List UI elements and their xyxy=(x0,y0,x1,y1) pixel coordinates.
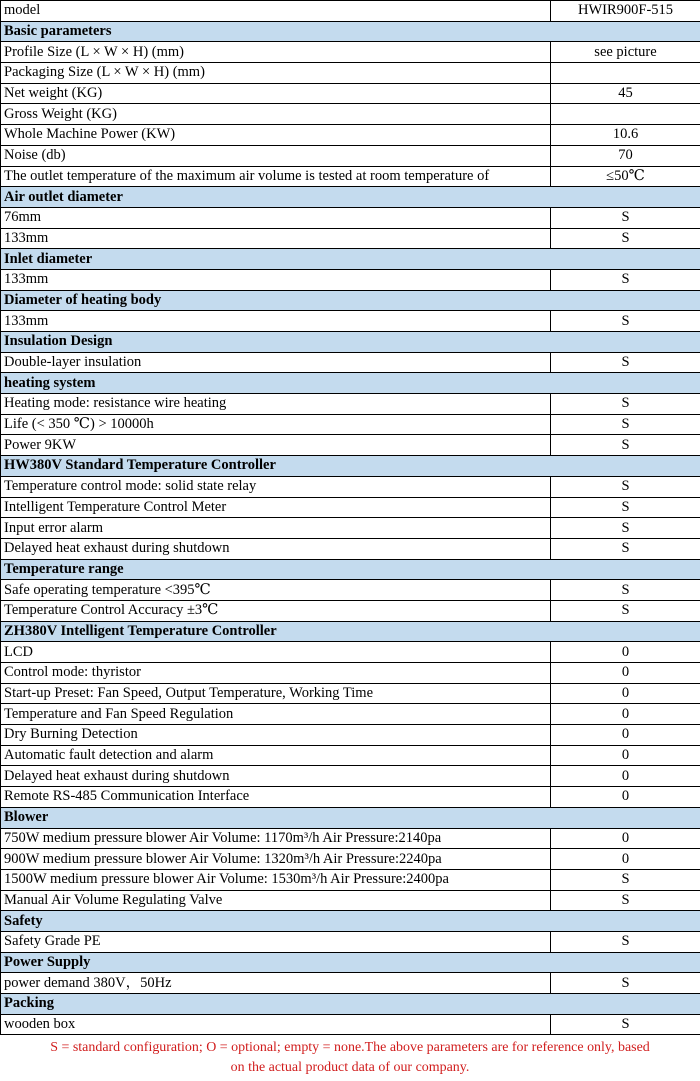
spec-label: 1500W medium pressure blower Air Volume: 1530m³/h Air Pressure:2400pa xyxy=(1,869,551,890)
spec-row xyxy=(1,207,700,228)
spec-row xyxy=(1,228,700,249)
spec-value: S xyxy=(551,497,700,518)
section-title: Insulation Design xyxy=(1,332,700,353)
spec-label: 76mm xyxy=(1,207,551,228)
spec-label: Temperature Control Accuracy ±3℃ xyxy=(1,600,551,621)
spec-label: The outlet temperature of the maximum air volume is tested at room temperature of xyxy=(1,166,551,187)
section-header-row xyxy=(1,21,700,42)
spec-value: S xyxy=(551,973,700,994)
spec-label: Safe operating temperature <395℃ xyxy=(1,580,551,601)
spec-row xyxy=(1,745,700,766)
spec-value: S xyxy=(551,228,700,249)
spec-label: LCD xyxy=(1,642,551,663)
spec-row xyxy=(1,352,700,373)
section-header-row xyxy=(1,290,700,311)
spec-label: Start-up Preset: Fan Speed, Output Temperature, Working Time xyxy=(1,683,551,704)
spec-value: S xyxy=(551,600,700,621)
spec-label: wooden box xyxy=(1,1014,551,1035)
footnote xyxy=(0,1038,700,1078)
spec-label: Intelligent Temperature Control Meter xyxy=(1,497,551,518)
section-title: HW380V Standard Temperature Controller xyxy=(1,456,700,477)
spec-value: S xyxy=(551,435,700,456)
model-value: HWIR900F-515 xyxy=(551,1,700,22)
spec-label: Delayed heat exhaust during shutdown xyxy=(1,766,551,787)
spec-value: 0 xyxy=(551,704,700,725)
spec-label: Remote RS-485 Communication Interface xyxy=(1,787,551,808)
spec-value: 0 xyxy=(551,642,700,663)
spec-label: Heating mode: resistance wire heating xyxy=(1,394,551,415)
spec-value: S xyxy=(551,476,700,497)
model-label: model xyxy=(1,1,551,22)
section-title: Air outlet diameter xyxy=(1,187,700,208)
spec-label: Safety Grade PE xyxy=(1,931,551,952)
spec-label: Delayed heat exhaust during shutdown xyxy=(1,538,551,559)
spec-row xyxy=(1,394,700,415)
spec-label: Temperature and Fan Speed Regulation xyxy=(1,704,551,725)
spec-row xyxy=(1,642,700,663)
spec-row xyxy=(1,600,700,621)
spec-row xyxy=(1,683,700,704)
section-title: Power Supply xyxy=(1,952,700,973)
footnote-line-1: S = standard configuration; O = optional; empty = none.The above parameters are for reference only, based xyxy=(50,1040,650,1055)
spec-row xyxy=(1,538,700,559)
spec-row xyxy=(1,166,700,187)
spec-value: ≤50℃ xyxy=(551,166,700,187)
spec-value: S xyxy=(551,394,700,415)
section-title: Blower xyxy=(1,807,700,828)
spec-value: S xyxy=(551,538,700,559)
section-header-row xyxy=(1,373,700,394)
spec-value: S xyxy=(551,931,700,952)
spec-label: Noise (db) xyxy=(1,145,551,166)
section-title: Safety xyxy=(1,911,700,932)
spec-value: 10.6 xyxy=(551,125,700,146)
spec-label: Dry Burning Detection xyxy=(1,725,551,746)
spec-row xyxy=(1,104,700,125)
spec-value xyxy=(551,63,700,84)
footnote-line-2: on the actual product data of our company. xyxy=(230,1060,470,1075)
section-header-row xyxy=(1,559,700,580)
spec-value: 0 xyxy=(551,725,700,746)
spec-row xyxy=(1,704,700,725)
spec-value: S xyxy=(551,518,700,539)
section-header-row xyxy=(1,911,700,932)
spec-row xyxy=(1,42,700,63)
spec-label: 133mm xyxy=(1,311,551,332)
spec-row xyxy=(1,828,700,849)
spec-row xyxy=(1,849,700,870)
spec-row xyxy=(1,414,700,435)
spec-row xyxy=(1,497,700,518)
spec-row xyxy=(1,931,700,952)
spec-row xyxy=(1,580,700,601)
spec-value: 0 xyxy=(551,828,700,849)
spec-label: Whole Machine Power (KW) xyxy=(1,125,551,146)
spec-label: Net weight (KG) xyxy=(1,83,551,104)
section-header-row xyxy=(1,456,700,477)
section-header-row xyxy=(1,249,700,270)
section-title: Basic parameters xyxy=(1,21,700,42)
spec-row xyxy=(1,145,700,166)
spec-value xyxy=(551,104,700,125)
spec-value: 0 xyxy=(551,766,700,787)
spec-row xyxy=(1,766,700,787)
spec-label: 133mm xyxy=(1,228,551,249)
model-row xyxy=(1,1,700,22)
spec-row xyxy=(1,518,700,539)
section-header-row xyxy=(1,187,700,208)
spec-value: 45 xyxy=(551,83,700,104)
section-header-row xyxy=(1,807,700,828)
section-header-row xyxy=(1,994,700,1015)
spec-row xyxy=(1,311,700,332)
section-title: Packing xyxy=(1,994,700,1015)
spec-label: 900W medium pressure blower Air Volume: 1320m³/h Air Pressure:2240pa xyxy=(1,849,551,870)
spec-row xyxy=(1,63,700,84)
spec-value: S xyxy=(551,269,700,290)
section-header-row xyxy=(1,621,700,642)
section-title: ZH380V Intelligent Temperature Controller xyxy=(1,621,700,642)
spec-value: S xyxy=(551,311,700,332)
spec-label: 750W medium pressure blower Air Volume: 1170m³/h Air Pressure:2140pa xyxy=(1,828,551,849)
spec-value: S xyxy=(551,207,700,228)
spec-row xyxy=(1,663,700,684)
spec-row xyxy=(1,890,700,911)
spec-value: 0 xyxy=(551,663,700,684)
spec-label: power demand 380V，50Hz xyxy=(1,973,551,994)
spec-label: Input error alarm xyxy=(1,518,551,539)
spec-row xyxy=(1,869,700,890)
spec-row xyxy=(1,269,700,290)
spec-row xyxy=(1,1014,700,1035)
spec-label: Life (< 350 ℃) > 10000h xyxy=(1,414,551,435)
spec-value: S xyxy=(551,414,700,435)
spec-value: 0 xyxy=(551,849,700,870)
spec-label: Double-layer insulation xyxy=(1,352,551,373)
spec-row xyxy=(1,125,700,146)
spec-label: Gross Weight (KG) xyxy=(1,104,551,125)
spec-value: S xyxy=(551,352,700,373)
spec-label: Manual Air Volume Regulating Valve xyxy=(1,890,551,911)
spec-row xyxy=(1,435,700,456)
spec-row xyxy=(1,973,700,994)
spec-value: S xyxy=(551,890,700,911)
spec-label: Profile Size (L × W × H) (mm) xyxy=(1,42,551,63)
spec-row xyxy=(1,725,700,746)
section-header-row xyxy=(1,332,700,353)
spec-label: Automatic fault detection and alarm xyxy=(1,745,551,766)
spec-row xyxy=(1,476,700,497)
spec-value: 0 xyxy=(551,745,700,766)
section-title: Temperature range xyxy=(1,559,700,580)
spec-value: 0 xyxy=(551,787,700,808)
spec-row xyxy=(1,787,700,808)
spec-label: Control mode: thyristor xyxy=(1,663,551,684)
spec-row xyxy=(1,83,700,104)
spec-value: S xyxy=(551,580,700,601)
section-title: Diameter of heating body xyxy=(1,290,700,311)
spec-label: Temperature control mode: solid state relay xyxy=(1,476,551,497)
section-header-row xyxy=(1,952,700,973)
spec-value: 0 xyxy=(551,683,700,704)
section-title: Inlet diameter xyxy=(1,249,700,270)
spec-label: Power 9KW xyxy=(1,435,551,456)
spec-value: see picture xyxy=(551,42,700,63)
spec-label: Packaging Size (L × W × H) (mm) xyxy=(1,63,551,84)
spec-value: 70 xyxy=(551,145,700,166)
section-title: heating system xyxy=(1,373,700,394)
spec-value: S xyxy=(551,1014,700,1035)
spec-value: S xyxy=(551,869,700,890)
spec-label: 133mm xyxy=(1,269,551,290)
